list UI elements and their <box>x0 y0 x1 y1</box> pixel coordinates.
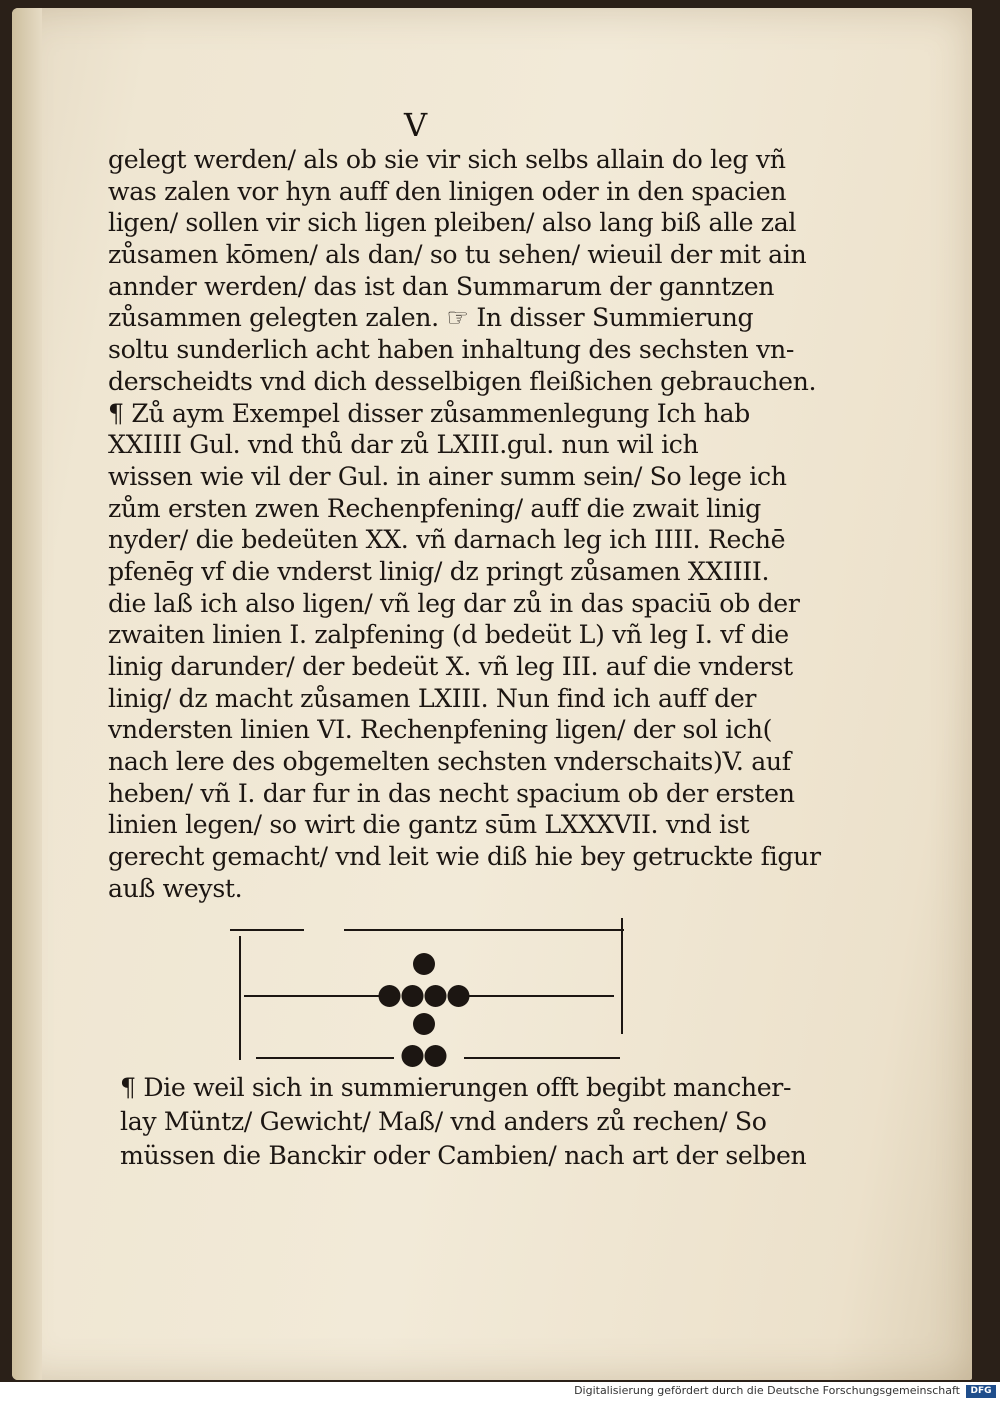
text-line: ligen/ sollen vir sich ligen pleiben/ also lang biß alle zal <box>108 208 797 238</box>
text-line: gelegt werden/ als ob sie vir sich selbs allain do leg vñ <box>108 145 786 174</box>
space-counter <box>413 1013 435 1035</box>
text-line: annder werden/ das ist dan Summarum der ganntzen <box>108 271 775 301</box>
text-line: pfenēg vf die vnderst linig/ dz pringt zůsamen XXIIII. <box>108 556 770 586</box>
text-line: gerecht gemacht/ vnd leit wie diß hie bey getruckte figur <box>108 842 821 872</box>
line-counter <box>379 985 401 1007</box>
abacus-lines <box>230 918 624 1060</box>
text-line: XXIIII Gul. vnd thů dar zů LXIII.gul. nun wil ich <box>108 430 699 460</box>
text-line: ¶ Die weil sich in summierungen offt begibt mancher- <box>120 1073 792 1102</box>
text-line: zůsammen gelegten zalen. ☞ In disser Summierung <box>108 303 754 333</box>
text-line: derscheidts vnd dich desselbigen fleißichen gebrauchen. <box>108 366 817 396</box>
text-line: auß weyst. <box>108 873 243 903</box>
text-line: wissen wie vil der Gul. in ainer summ sein/ So lege ich <box>108 461 787 491</box>
main-text <box>108 144 821 905</box>
text-line: ¶ Zů aym Exempel disser zůsammenlegung Ich hab <box>108 398 750 428</box>
text-line: zůsamen kōmen/ als dan/ so tu sehen/ wieuil der mit ain <box>108 240 807 270</box>
text-line: soltu sunderlich acht haben inhaltung des sechsten vn- <box>108 335 794 365</box>
page-binding <box>12 8 42 1380</box>
page-signature: V <box>404 106 428 144</box>
text-line: linien legen/ so wirt die gantz sūm LXXXVII. vnd ist <box>108 810 750 840</box>
text-line: nyder/ die bedeüten XX. vñ darnach leg ich IIII. Rechē <box>108 525 786 555</box>
text-line: vndersten linien VI. Rechenpfening ligen/ der sol ich( <box>108 715 773 745</box>
book-page <box>12 8 972 1380</box>
line-counter <box>448 985 470 1007</box>
line-counter <box>425 1045 447 1067</box>
text-line: zům ersten zwen Rechenpfening/ auff die zwait linig <box>108 493 761 523</box>
text-line: linig/ dz macht zůsamen LXIII. Nun find ich auff der <box>108 683 757 713</box>
text-line: lay Müntz/ Gewicht/ Maß/ vnd anders zů rechen/ So <box>120 1107 767 1136</box>
footer-bar <box>0 1382 1000 1402</box>
text-line: heben/ vñ I. dar fur in das necht spacium ob der ersten <box>108 778 795 808</box>
space-counter <box>413 953 435 975</box>
abacus-figure <box>226 908 636 1068</box>
line-counter <box>425 985 447 1007</box>
footer-credit: Digitalisierung gefördert durch die Deutsche Forschungsgemeinschaft <box>574 1384 960 1397</box>
text-line: die laß ich also ligen/ vñ leg dar zů in das spaciū ob der <box>108 588 800 618</box>
text-line: was zalen vor hyn auff den linigen oder in den spacien <box>108 176 787 206</box>
dfg-logo: DFG <box>966 1385 996 1398</box>
line-counter <box>402 1045 424 1067</box>
line-counter <box>402 985 424 1007</box>
text-line: müssen die Banckir oder Cambien/ nach art der selben <box>120 1141 807 1170</box>
text-line: linig darunder/ der bedeüt X. vñ leg III. auf die vnderst <box>108 652 793 681</box>
text-line: zwaiten linien I. zalpfening (d bedeüt L) vñ leg I. vf die <box>108 620 789 650</box>
text-line: nach lere des obgemelten sechsten vnderschaits)V. auf <box>108 747 791 777</box>
bottom-text <box>120 1071 807 1173</box>
abacus-counters <box>379 953 470 1067</box>
